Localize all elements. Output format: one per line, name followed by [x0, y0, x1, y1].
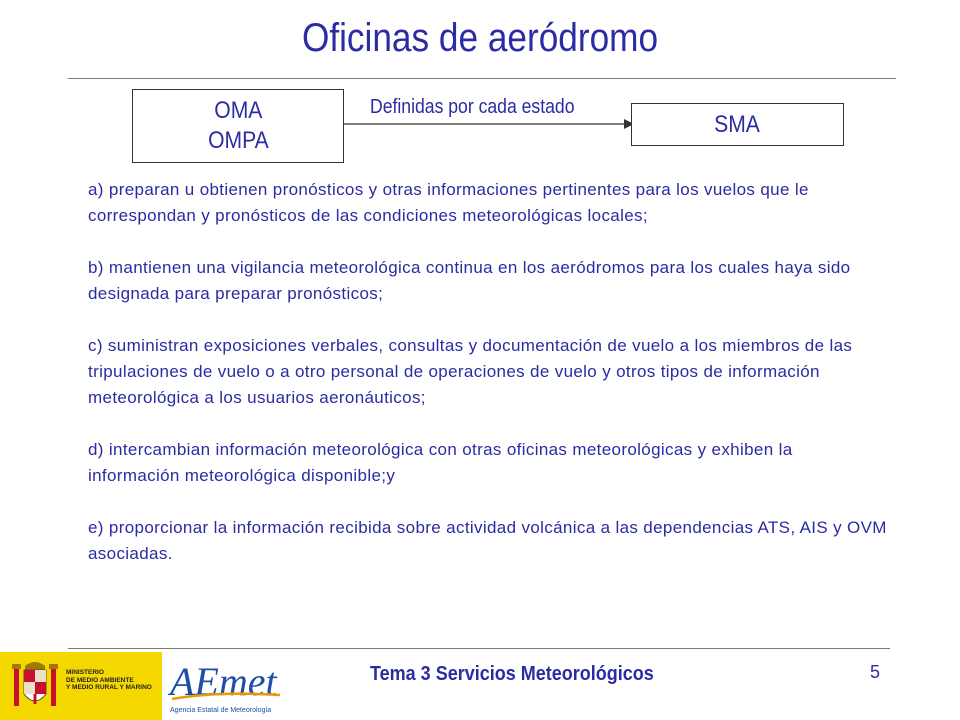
footer-course-title: Tema 3 Servicios Meteorológicos — [370, 663, 654, 685]
footer-divider — [68, 648, 890, 649]
list-item: e) proporcionar la información recibida sobre actividad volcánica a las dependencias ATS, AIS y OVM asociadas. — [88, 518, 887, 563]
ministry-logo — [0, 652, 162, 720]
oma-ompa-box — [132, 89, 344, 163]
arrow-connector — [344, 117, 634, 131]
aemet-wordmark: AEmet — [170, 659, 277, 704]
coat-of-arms-icon — [8, 658, 62, 716]
list-item: c) suministran exposiciones verbales, consultas y documentación de vuelo a los miembros de las tripulaciones de vuelo o a otro personal de operaciones de vuelo y otros tipos de información meteorológica a los usuarios aeronáuticos; — [88, 336, 853, 407]
title-divider — [68, 78, 896, 79]
ministry-name: MINISTERIO DE MEDIO AMBIENTE Y MEDIO RURAL Y MARINO — [66, 669, 152, 691]
page-title: Oficinas de aeródromo — [301, 16, 659, 60]
list-item: b) mantienen una vigilancia meteorológica continua en los aeródromos para los cuales haya sido designada para preparar pronósticos; — [88, 258, 851, 303]
ompa-label: OMPA — [207, 127, 269, 154]
arrow-label: Definidas por cada estado — [370, 96, 575, 118]
sma-box — [631, 103, 844, 146]
oma-label: OMA — [213, 97, 263, 124]
functions-list — [88, 177, 888, 593]
list-item: a) preparan u obtienen pronósticos y otras informaciones pertinentes para los vuelos que le correspondan y pronósticos de las condiciones meteorológicas locales; — [88, 180, 809, 225]
sma-label: SMA — [714, 110, 761, 138]
aemet-tagline: Agencia Estatal de Meteorología — [170, 707, 272, 714]
aemet-logo — [168, 655, 288, 717]
list-item: d) intercambian información meteorológica con otras oficinas meteorológicas y exhiben la información meteorológica disponible;y — [88, 440, 793, 485]
page-number: 5 — [870, 662, 881, 682]
